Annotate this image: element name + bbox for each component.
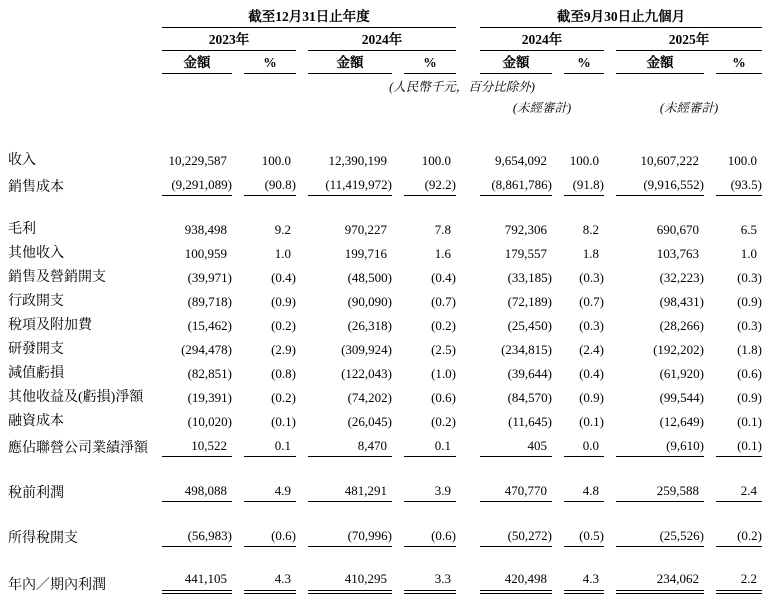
row-label: 年內／期內利潤 — [8, 578, 106, 593]
row-label: 毛利 — [8, 222, 36, 237]
percent-cell: 100.0 — [569, 153, 599, 168]
amount-cell: (84,570) — [507, 390, 552, 405]
table-row — [8, 262, 762, 286]
amount-cell: (9,291,089) — [150, 169, 232, 196]
amount-cell: 405 — [468, 430, 552, 457]
unaudited-note: (未經審計) — [512, 101, 572, 115]
table-row — [8, 382, 762, 406]
percent-cell: 0.0 — [552, 430, 604, 457]
percent-cell: (0.3) — [579, 270, 604, 285]
percent-cell: (0.2) — [431, 318, 456, 333]
percent-header: % — [392, 51, 456, 74]
percent-cell: (0.9) — [737, 294, 762, 309]
amount-cell: 10,229,587 — [168, 153, 227, 168]
table-row — [8, 475, 762, 502]
amount-cell: (82,851) — [187, 366, 232, 381]
amount-cell: (192,202) — [653, 342, 704, 357]
amount-cell: (39,644) — [507, 366, 552, 381]
row-label: 其他收益及(虧損)淨額 — [8, 390, 144, 405]
period-group-annual: 截至12月31日止年度 — [150, 4, 456, 28]
amount-cell: 498,088 — [150, 475, 232, 502]
amount-cell: (98,431) — [659, 294, 704, 309]
percent-cell: 7.8 — [434, 222, 451, 237]
table-row — [8, 406, 762, 430]
percent-cell: (0.6) — [431, 390, 456, 405]
amount-cell: (12,649) — [659, 414, 704, 429]
table-row — [8, 520, 762, 547]
measure-row — [8, 51, 762, 74]
amount-cell: (72,189) — [507, 294, 552, 309]
row-label: 融資成本 — [8, 414, 64, 429]
column-gap — [456, 475, 468, 502]
percent-cell: 3.3 — [392, 565, 456, 594]
percent-cell: (0.9) — [271, 294, 296, 309]
amount-cell: (89,718) — [187, 294, 232, 309]
percent-cell: 100.0 — [421, 153, 451, 168]
table-row — [8, 145, 762, 169]
amount-cell: 179,557 — [504, 246, 547, 261]
table-row — [8, 169, 762, 196]
amount-cell: 690,670 — [656, 222, 699, 237]
percent-cell: (0.8) — [271, 366, 296, 381]
percent-cell: 1.6 — [434, 246, 451, 261]
amount-cell: 970,227 — [344, 222, 387, 237]
column-gap — [456, 286, 468, 310]
year-row — [8, 28, 762, 51]
row-label: 研發開支 — [8, 342, 64, 357]
percent-cell: (0.9) — [579, 390, 604, 405]
amount-cell: (61,920) — [659, 366, 704, 381]
year-2024: 2024年 — [296, 28, 456, 51]
amount-cell: (99,544) — [659, 390, 704, 405]
column-gap — [456, 28, 468, 51]
amount-cell: (32,223) — [659, 270, 704, 285]
percent-cell: (0.3) — [737, 270, 762, 285]
amount-cell: 259,588 — [604, 475, 704, 502]
percent-cell: 2.4 — [704, 475, 762, 502]
amount-cell: (15,462) — [187, 318, 232, 333]
percent-header: % — [704, 51, 762, 74]
amount-cell: 199,716 — [344, 246, 387, 261]
percent-cell: (93.5) — [704, 169, 762, 196]
amount-cell: 9,654,092 — [495, 153, 547, 168]
amount-cell: (26,318) — [347, 318, 392, 333]
percent-header: % — [232, 51, 296, 74]
column-gap — [456, 238, 468, 262]
column-gap — [456, 430, 468, 457]
column-gap — [456, 520, 468, 547]
table-body — [8, 145, 762, 594]
amount-cell: (50,272) — [468, 520, 552, 547]
amount-cell: (33,185) — [507, 270, 552, 285]
amount-cell: (28,266) — [659, 318, 704, 333]
table-row — [8, 334, 762, 358]
percent-cell: 4.3 — [232, 565, 296, 594]
row-label: 減值虧損 — [8, 366, 64, 381]
table-row — [8, 286, 762, 310]
percent-cell: (0.9) — [737, 390, 762, 405]
percent-cell: (1.8) — [737, 342, 762, 357]
year-2025-nine-months: 2025年 — [604, 28, 762, 51]
column-gap — [456, 145, 468, 169]
table-row — [8, 430, 762, 457]
amount-header: 金額 — [468, 51, 552, 74]
percent-cell: 4.9 — [232, 475, 296, 502]
amount-cell: (90,090) — [347, 294, 392, 309]
row-label: 應佔聯營公司業績淨額 — [8, 441, 148, 456]
amount-cell: 420,498 — [468, 565, 552, 594]
column-gap — [456, 334, 468, 358]
amount-cell: (122,043) — [341, 366, 392, 381]
column-gap — [456, 262, 468, 286]
spacer-row — [8, 457, 762, 475]
row-label: 稅前利潤 — [8, 486, 64, 501]
percent-cell: 1.8 — [582, 246, 599, 261]
amount-cell: (9,916,552) — [604, 169, 704, 196]
amount-cell: 234,062 — [604, 565, 704, 594]
percent-cell: 1.0 — [274, 246, 291, 261]
currency-note-row — [8, 74, 762, 95]
period-group-row — [8, 4, 762, 28]
percent-cell: (0.2) — [271, 390, 296, 405]
row-label: 其他收入 — [8, 246, 64, 261]
currency-note: (人民幣千元，百分比除外) — [389, 80, 535, 94]
percent-cell: (0.1) — [579, 414, 604, 429]
amount-cell: (56,983) — [150, 520, 232, 547]
percent-cell: (2.4) — [579, 342, 604, 357]
percent-cell: 4.3 — [552, 565, 604, 594]
year-2024-nine-months: 2024年 — [468, 28, 604, 51]
column-gap — [456, 169, 468, 196]
percent-cell: (0.2) — [431, 414, 456, 429]
percent-cell: (91.8) — [552, 169, 604, 196]
amount-cell: (11,645) — [508, 414, 552, 429]
amount-cell: (74,202) — [347, 390, 392, 405]
table-row — [8, 358, 762, 382]
percent-cell: 9.2 — [274, 222, 291, 237]
row-label: 銷售成本 — [8, 180, 64, 195]
amount-cell: 441,105 — [150, 565, 232, 594]
year-2023: 2023年 — [150, 28, 296, 51]
percent-cell: 4.8 — [552, 475, 604, 502]
row-label: 收入 — [8, 153, 36, 168]
column-gap — [456, 358, 468, 382]
percent-cell: (0.2) — [704, 520, 762, 547]
amount-header: 金額 — [296, 51, 392, 74]
amount-cell: (48,500) — [347, 270, 392, 285]
table-row — [8, 565, 762, 594]
amount-cell: (10,020) — [187, 414, 232, 429]
percent-cell: 3.9 — [392, 475, 456, 502]
percent-cell: (0.7) — [579, 294, 604, 309]
column-gap — [456, 565, 468, 594]
percent-cell: (0.7) — [431, 294, 456, 309]
percent-cell: 100.0 — [727, 153, 757, 168]
percent-cell: (1.0) — [431, 366, 456, 381]
percent-cell: (2.5) — [431, 342, 456, 357]
percent-cell: (0.1) — [704, 430, 762, 457]
row-label: 行政開支 — [8, 294, 64, 309]
amount-cell: 10,607,222 — [640, 153, 699, 168]
header-spacer — [8, 116, 762, 145]
amount-cell: (11,419,972) — [296, 169, 392, 196]
percent-cell: (90.8) — [232, 169, 296, 196]
percent-cell: (92.2) — [392, 169, 456, 196]
table-row — [8, 310, 762, 334]
percent-cell: (0.3) — [737, 318, 762, 333]
row-label: 所得稅開支 — [8, 531, 78, 546]
percent-cell: (0.4) — [431, 270, 456, 285]
table-row — [8, 238, 762, 262]
amount-cell: 410,295 — [296, 565, 392, 594]
column-gap — [456, 95, 468, 116]
table-header — [8, 4, 762, 145]
amount-cell: (70,996) — [296, 520, 392, 547]
amount-cell: 100,959 — [184, 246, 227, 261]
amount-cell: 938,498 — [184, 222, 227, 237]
amount-cell: (25,526) — [604, 520, 704, 547]
amount-cell: (25,450) — [507, 318, 552, 333]
column-gap — [456, 51, 468, 74]
percent-cell: 6.5 — [740, 222, 757, 237]
percent-cell: 1.0 — [740, 246, 757, 261]
amount-cell: (19,391) — [187, 390, 232, 405]
percent-cell: (0.2) — [271, 318, 296, 333]
amount-cell: 481,291 — [296, 475, 392, 502]
column-gap — [456, 310, 468, 334]
amount-header: 金額 — [604, 51, 704, 74]
label-column-header — [8, 4, 150, 28]
spacer-row — [8, 502, 762, 520]
unaudited-note: (未經審計) — [659, 101, 719, 115]
percent-cell: (2.9) — [271, 342, 296, 357]
percent-cell: (0.1) — [271, 414, 296, 429]
amount-header: 金額 — [150, 51, 232, 74]
percent-cell: 0.1 — [392, 430, 456, 457]
percent-cell: (0.6) — [232, 520, 296, 547]
amount-cell: 792,306 — [504, 222, 547, 237]
column-gap — [456, 214, 468, 238]
percent-cell: (0.6) — [737, 366, 762, 381]
percent-cell: (0.5) — [552, 520, 604, 547]
percent-cell: 2.2 — [704, 565, 762, 594]
amount-cell: (39,971) — [187, 270, 232, 285]
table-row — [8, 214, 762, 238]
amount-cell: (294,478) — [181, 342, 232, 357]
percent-cell: 0.1 — [232, 430, 296, 457]
row-label: 稅項及附加費 — [8, 318, 92, 333]
amount-cell: (234,815) — [501, 342, 552, 357]
amount-cell: 8,470 — [296, 430, 392, 457]
percent-header: % — [552, 51, 604, 74]
spacer-row — [8, 196, 762, 214]
spacer-row — [8, 547, 762, 565]
unaudited-note-row — [8, 95, 762, 116]
column-gap — [456, 406, 468, 430]
period-group-nine-months: 截至9月30日止九個月 — [468, 4, 762, 28]
percent-cell: (0.4) — [271, 270, 296, 285]
amount-cell: (26,045) — [347, 414, 392, 429]
percent-cell: 100.0 — [261, 153, 291, 168]
amount-cell: 470,770 — [468, 475, 552, 502]
column-gap — [456, 4, 468, 28]
percent-cell: (0.1) — [737, 414, 762, 429]
amount-cell: (309,924) — [341, 342, 392, 357]
row-label: 銷售及營銷開支 — [8, 270, 106, 285]
amount-cell: (8,861,786) — [468, 169, 552, 196]
amount-cell: 10,522 — [150, 430, 232, 457]
percent-cell: 8.2 — [582, 222, 599, 237]
amount-cell: 103,763 — [656, 246, 699, 261]
income-statement-table — [8, 4, 762, 594]
column-gap — [456, 382, 468, 406]
percent-cell: (0.4) — [579, 366, 604, 381]
amount-cell: 12,390,199 — [328, 153, 387, 168]
amount-cell: (9,610) — [604, 430, 704, 457]
percent-cell: (0.3) — [579, 318, 604, 333]
percent-cell: (0.6) — [392, 520, 456, 547]
